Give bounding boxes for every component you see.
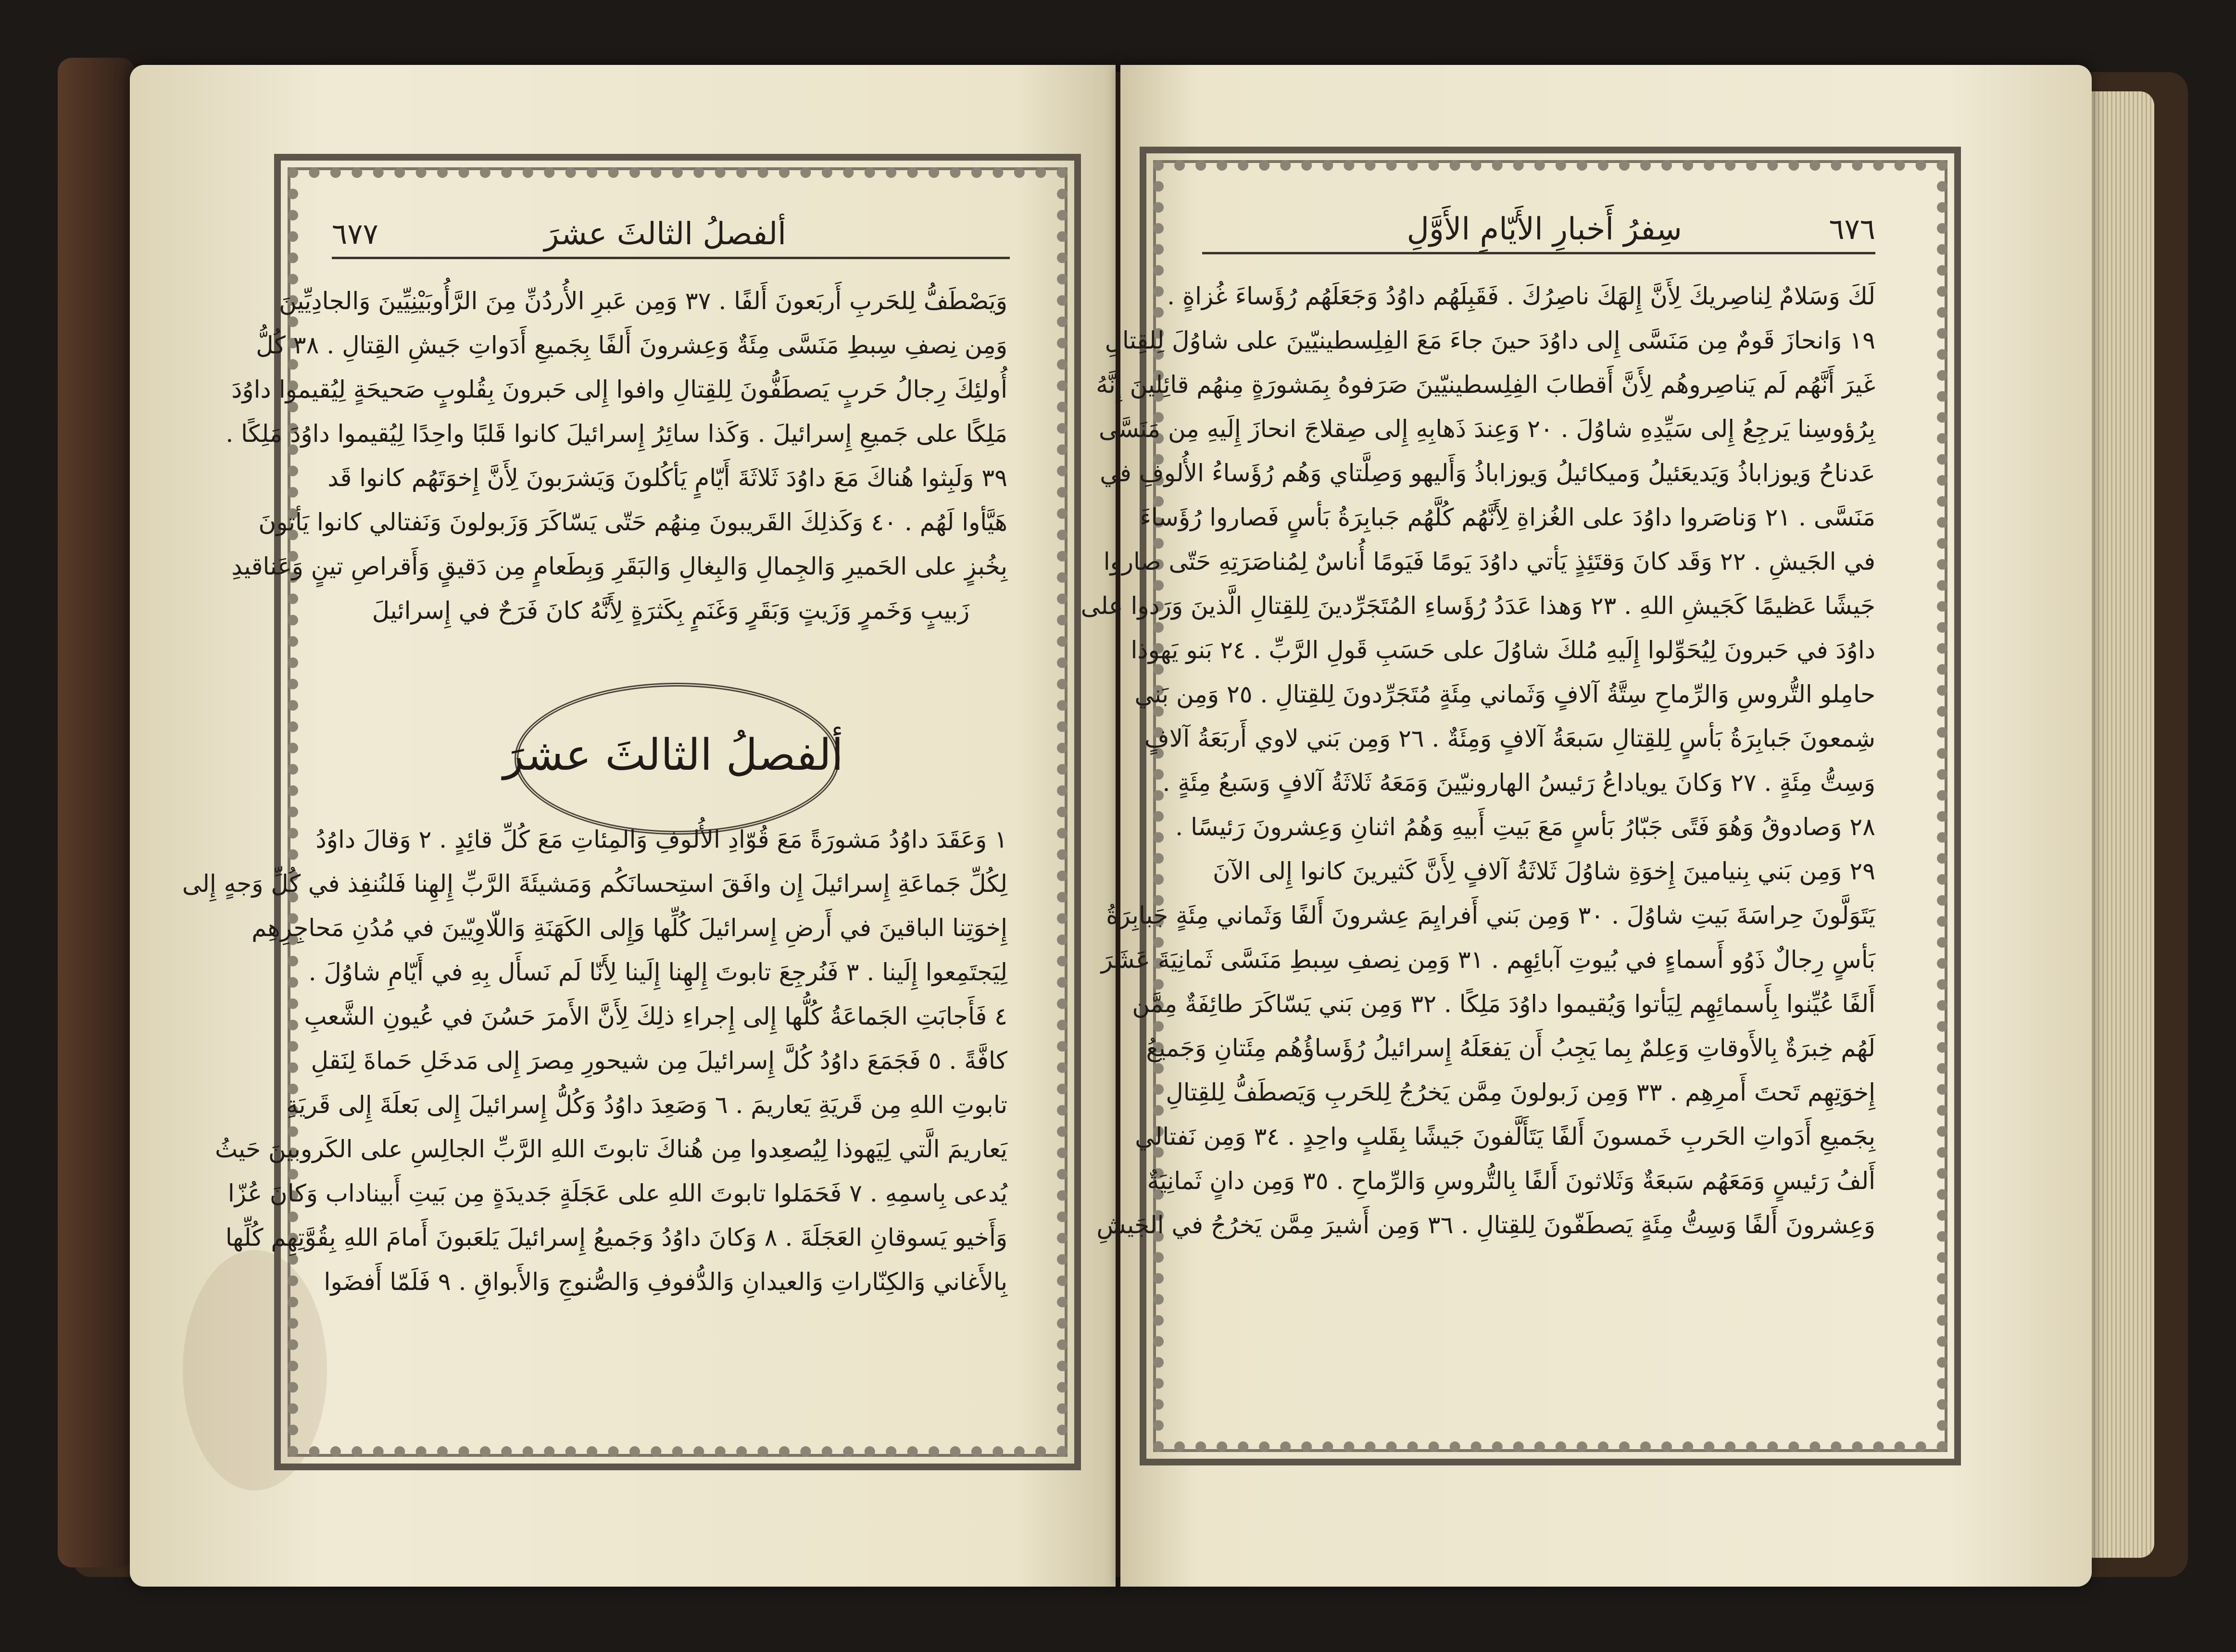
text-line: لِيَجتَمِعوا إِلَينا . ٣ فَنُرجِعَ تابوتَ إِلهِنا إِلَينا لِأَنّا لَم نَسأَل بِهِ في أَيّامِ شاوُلَ .: [308, 958, 1007, 986]
text-line: ١٩ وَانحازَ قَومٌ مِن مَنَسَّى إِلى داوُدَ حينَ جاءَ مَعَ الفِلِسطينيّينَ على شاوُلَ لِلقِتالِ: [1105, 326, 1875, 354]
left-page-number: ٦٧٧: [332, 217, 378, 251]
text-line: غَيرَ أَنَّهُم لَم يَناصِروهُم لِأَنَّ أَقطابَ الفِلِسطينيّينَ صَرَفوهُ بِمَشورَةٍ مِنهُم قائِلينَ إِنَّهُ: [1096, 371, 1875, 399]
chapter-heading: ألفصلُ الثالثَ عشرَ: [503, 729, 843, 780]
text-line: ٣٩ وَلَبِثوا هُناكَ مَعَ داوُدَ ثَلاثَةَ أَيّامٍ يَأكُلونَ وَيَشرَبونَ لِأَنَّ إِخوَتَهُم كانوا قَد: [327, 464, 1007, 492]
text-line: عَدناحُ وَيوزاباذُ وَيَديعَئيلُ وَميكائيلُ وَيوزاباذُ وَأَليهو وَصِلَّتاي وَهُم رُؤَساءُ الأُلوفِ في: [1100, 459, 1875, 487]
text-line: وَعِشرونَ أَلفًا وَسِتُّ مِئَةٍ يَصطَفّونَ لِلقِتالِ . ٣٦ وَمِن أَشيرَ مِمَّن يَخرُجُ في الجَيشِ: [1096, 1211, 1875, 1239]
left-text-block-top: [226, 279, 1007, 633]
book-spine: [58, 58, 135, 1567]
text-line: تابوتِ اللهِ مِن قَريَةِ يَعاريمَ . ٦ وَصَعِدَ داوُدُ وَكُلُّ إِسرائيلَ إِلى بَعلَةَ إِلى قَريَةِ: [286, 1091, 1007, 1119]
text-line: أُولئِكَ رِجالُ حَربٍ يَصطَفُّونَ لِلقِتالِ وافوا إِلى حَبرونَ بِقُلوبٍ صَحيحَةٍ لِيُقيموا داوُدَ: [231, 375, 1007, 403]
text-line: زَبيبٍ وَخَمرٍ وَزَيتٍ وَبَقَرٍ وَغَنَمٍ بِكَثرَةٍ لِأَنَّهُ كانَ فَرَحٌ في إِسرائيلَ: [372, 597, 970, 625]
text-line: ١ وَعَقَدَ داوُدُ مَشورَةً مَعَ قُوّادِ الأُلوفِ وَالمِئاتِ مَعَ كُلِّ قائِدٍ . ٢ وَقالَ داوُدُ: [315, 826, 1007, 853]
text-line: وَمِن نِصفِ سِبطِ مَنَسَّى مِئَةٌ وَعِشرونَ أَلفًا بِجَميعِ أَدَواتِ جَيشِ القِتالِ . ٣٨ كُلُّ: [256, 331, 1007, 359]
text-line: لَكَ وَسَلامٌ لِناصِريكَ لِأَنَّ إِلهَكَ ناصِرُكَ . فَقَبِلَهُم داوُدُ وَجَعَلَهُم رُؤَساءَ غُزاةٍ .: [1167, 282, 1875, 310]
text-line: جَيشًا عَظيمًا كَجَيشِ اللهِ . ٢٣ وَهذا عَدَدُ رُؤَساءِ المُتَجَرِّدينَ لِلقِتالِ الَّذينَ وَرَدوا على: [1080, 592, 1875, 620]
text-line: بِرُؤوسِنا يَرجِعُ إِلى سَيِّدِهِ شاوُلَ . ٢٠ وَعِندَ ذَهابِهِ إِلى صِقلاجَ انحازَ إِلَيهِ مِن مَنَسَّى: [1098, 415, 1875, 443]
text-line: ٢٩ وَمِن بَني بِنيامينَ إِخوَةِ شاوُلَ ثَلاثَةُ آلافٍ لِأَنَّ كَثيرينَ كانوا إِلى الآنَ: [1213, 857, 1875, 885]
text-line: ٢٨ وَصادوقُ وَهُوَ فَتًى جَبّارُ بَأسٍ مَعَ بَيتِ أَبيهِ وَهُمُ اثنانِ وَعِشرونَ رَئيسًا .: [1175, 813, 1875, 841]
text-line: أَلفُ رَئيسٍ وَمَعَهُم سَبعَةٌ وَثَلاثونَ أَلفًا بِالتُّروسِ وَالرِّماحِ . ٣٥ وَمِن دانٍ ثَمانِيَةٌ: [1147, 1167, 1875, 1195]
text-line: يُدعى بِاسمِهِ . ٧ فَحَمَلوا تابوتَ اللهِ على عَجَلَةٍ جَديدَةٍ مِن بَيتِ أَبيناداب وَكانَ عُزّا: [227, 1179, 1007, 1207]
text-line: بِخُبزٍ على الحَميرِ وَالجِمالِ وَالبِغالِ وَالبَقَرِ وَبِطَعامٍ مِن دَقيقٍ وَأَقراصِ تينٍ وَعَناقيدِ: [231, 552, 1007, 580]
text-line: أَلفًا عُيِّنوا بِأَسمائِهِم لِيَأتوا وَيُقيموا داوُدَ مَلِكًا . ٣٢ وَمِن بَني يَسّاكَرَ طائِفَةٌ مِمَّن: [1132, 990, 1875, 1018]
text-line: يَتَوَلَّونَ حِراسَةَ بَيتِ شاوُلَ . ٣٠ وَمِن بَني أَفرايِمَ عِشرونَ أَلفًا وَثَماني مِئَةٍ جَبابِرَةُ: [1106, 901, 1875, 929]
text-line: يَعاريمَ الَّتي لِيَهوذا لِيُصعِدوا مِن هُناكَ تابوتَ اللهِ الرَّبِّ الجالِسِ على الكَروبينَ حَيثُ: [215, 1135, 1007, 1163]
text-line: بِجَميعِ أَدَواتِ الحَربِ خَمسونَ أَلفًا يَتَأَلَّفونَ جَيشًا بِقَلبٍ واحِدٍ . ٣٤ وَمِن نَفتالي: [1135, 1123, 1875, 1151]
text-line: كافَّةً . ٥ فَجَمَعَ داوُدُ كُلَّ إِسرائيلَ مِن شيحورِ مِصرَ إِلى مَدخَلِ حَماةَ لِنَقلِ: [311, 1047, 1007, 1075]
left-text-block-bottom: [182, 817, 1007, 1304]
text-line: بَأسٍ رِجالٌ ذَوُو أَسماءٍ في بُيوتِ آبائِهِم . ٣١ وَمِن نِصفِ سِبطِ مَنَسَّى ثَمانِيَةَ عَشَرَ: [1101, 946, 1875, 974]
right-header-title: سِفرُ أَخبارِ الأَيّامِ الأَوَّلِ: [1407, 212, 1682, 247]
text-line: لِكُلِّ جَماعَةِ إِسرائيلَ إِن وافَقَ استِحسانَكُم وَمَشيئَةَ الرَّبِّ إِلهِنا فَلنُنفِذ في كُلِّ وَجهٍ إِلى: [182, 870, 1007, 898]
right-text-block: [1080, 274, 1875, 1247]
text-line: حامِلو التُّروسِ وَالرِّماحِ سِتَّةُ آلافٍ وَثَماني مِئَةٍ مُتَجَرِّدونَ لِلقِتالِ . ٢٥ وَمِن بَني: [1134, 680, 1875, 708]
text-line: إِخوَتِهِم تَحتَ أَمرِهِم . ٣٣ وَمِن زَبولونَ مِمَّن يَخرُجُ لِلحَربِ وَيَصطَفُّ لِلقِتالِ: [1166, 1078, 1875, 1106]
left-running-head: [332, 216, 1010, 259]
text-line: مَنَسَّى . ٢١ وَناصَروا داوُدَ على الغُزاةِ لِأَنَّهُم كُلَّهُم جَبابِرَةُ بَأسٍ فَصاروا رُؤَساءَ: [1140, 503, 1875, 531]
text-line: وَيَصْطَفُّ لِلحَربِ أَربَعونَ أَلفًا . ٣٧ وَمِن عَبرِ الأُردُنِّ مِنَ الرَّأُوبَيْنِيِّينَ وَالجادِيِّينَ: [279, 287, 1007, 315]
right-page-number: ٦٧٦: [1829, 213, 1875, 246]
text-line: لَهُم خِبرَةٌ بِالأَوقاتِ وَعِلمٌ بِما يَجِبُ أَن يَفعَلَهُ إِسرائيلُ رُؤَساؤُهُم مِئَتانِ وَجَميعُ: [1146, 1034, 1875, 1062]
text-line: بِالأَغاني وَالكِنّاراتِ وَالعيدانِ وَالدُّفوفِ وَالصُّنوجِ وَالأَبواقِ . ٩ فَلَمّا أَفضَوا: [324, 1268, 1007, 1296]
left-header-title: ألفصلُ الثالثَ عشرَ: [544, 216, 787, 252]
text-line: إِخوَتِنا الباقينَ في أَرضِ إِسرائيلَ كُلِّها وَإِلى الكَهَنَةِ وَاللّاوِيّينَ في مُدُنِ مَحاجِرِهِم: [251, 914, 1007, 942]
right-running-head: [1202, 212, 1875, 254]
text-line: ٤ فَأَجابَتِ الجَماعَةُ كُلُّها إِلى إِجراءِ ذلِكَ لِأَنَّ الأَمرَ حَسُنَ في عُيونِ الشَّعبِ: [304, 1002, 1007, 1030]
text-line: شِمعونَ جَبابِرَةُ بَأسٍ لِلقِتالِ سَبعَةُ آلافٍ وَمِئَةٌ . ٢٦ وَمِن بَني لاوي أَربَعَةُ آلافٍ: [1144, 725, 1875, 752]
text-line: داوُدَ في حَبرونَ لِيُحَوِّلوا إِلَيهِ مُلكَ شاوُلَ على حَسَبِ قَولِ الرَّبِّ . ٢٤ بَنو يَهوذا: [1131, 636, 1875, 664]
text-line: وَأَخيو يَسوقانِ العَجَلَةَ . ٨ وَكانَ داوُدُ وَجَميعُ إِسرائيلَ يَلعَبونَ أَمامَ اللهِ بِقُوَّتِهِم كُلِّها: [225, 1224, 1007, 1252]
text-line: وَسِتُّ مِئَةٍ . ٢٧ وَكانَ يوياداعُ رَئيسُ الهارونيّينَ وَمَعَهُ ثَلاثَةُ آلافٍ وَسَبعُ مِئَةٍ .: [1162, 769, 1875, 797]
text-line: في الجَيشِ . ٢٢ وَقَد كانَ وَقتَئِذٍ يَأتي داوُدَ يَومًا فَيَومًا أُناسٌ لِمُناصَرَتِهِ حَتّى صاروا: [1103, 548, 1875, 576]
text-line: هَيَّأوا لَهُم . ٤٠ وَكَذلِكَ القَريبونَ مِنهُم حَتّى يَسّاكَرَ وَزَبولونَ وَنَفتالي كانوا يَأتونَ: [258, 508, 1007, 536]
text-line: مَلِكًا على جَميعِ إِسرائيلَ . وَكَذا سائِرُ إِسرائيلَ كانوا قَلبًا واحِدًا لِيُقيموا داوُدَ مَلِكًا .: [226, 420, 1007, 448]
page-edges: [2082, 91, 2154, 1558]
